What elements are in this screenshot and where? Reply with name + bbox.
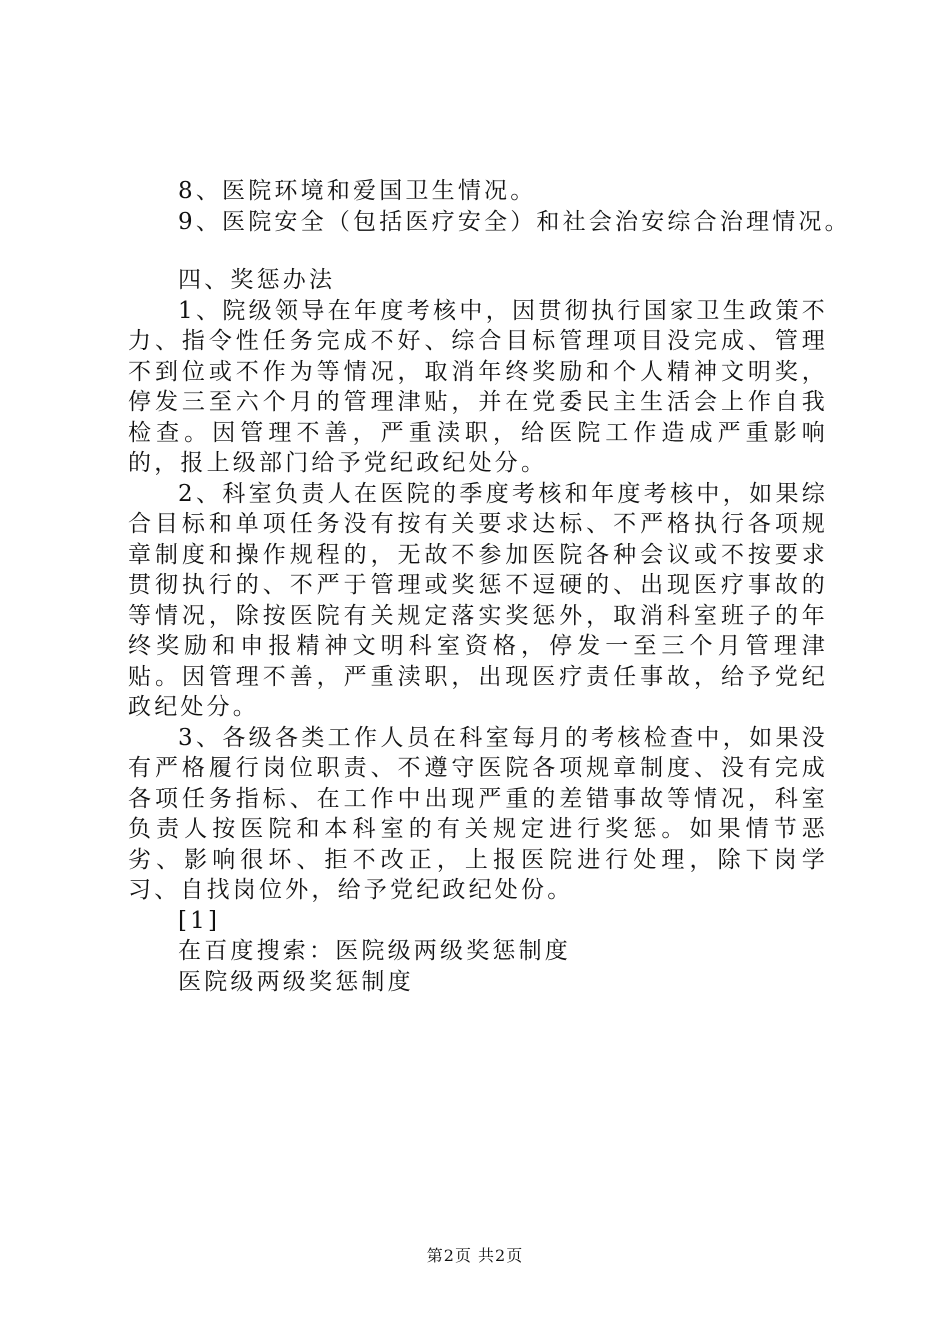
paragraph-gap [128,237,828,265]
list-item-9: 9、医院安全（包括医疗安全）和社会治安综合治理情况。 [178,208,851,235]
section-heading: 四、奖惩办法 [178,267,336,293]
page-footer: 第2页 共2页 [426,1246,524,1265]
search-line: 在百度搜索：医院级两级奖惩制度 [178,938,571,964]
paragraph-2: 2、科室负责人在医院的季度考核和年度考核中，如果综合目标和单项任务没有按有关要求达标、不严格执行各项规章制度和操作规程的，无故不参加医院各种会议或不按要求贯彻执行的、不严于管理或奖惩不逗硬的、出现医疗事故的等情况，除按医院有关规定落实奖惩外，取消科室班子的年终奖励和申报精神文明科室资格，停发一至三个月管理津贴。因管理不善，严重渎职，出现医疗责任事故，给予党纪政纪处分。 [128,480,828,720]
list-item-8: 8、医院环境和爱国卫生情况。 [178,178,537,204]
document-body [128,176,851,997]
paragraph-3: 3、各级各类工作人员在科室每月的考核检查中，如果没有严格履行岗位职责、不遵守医院各项规章制度、没有完成各项任务指标、在工作中出现严重的差错事故等情况，科室负责人按医院和本科室的有关规定进行奖惩。如果情节恶劣、影响很坏、拒不改正，上报医院进行处理，除下岗学习、自找岗位外，给予党纪政纪处份。 [128,724,828,903]
paragraph-1: 1、院级领导在年度考核中，因贯彻执行国家卫生政策不力、指令性任务完成不好、综合目标管理项目没完成、管理不到位或不作为等情况，取消年终奖励和个人精神文明奖，停发三至六个月的管理津贴，并在党委民主生活会上作自我检查。因管理不善，严重渎职，给医院工作造成严重影响的，报上级部门给予党纪政纪处分。 [128,297,828,476]
reference-marker: [1] [178,907,221,934]
title-line: 医院级两级奖惩制度 [178,968,414,995]
